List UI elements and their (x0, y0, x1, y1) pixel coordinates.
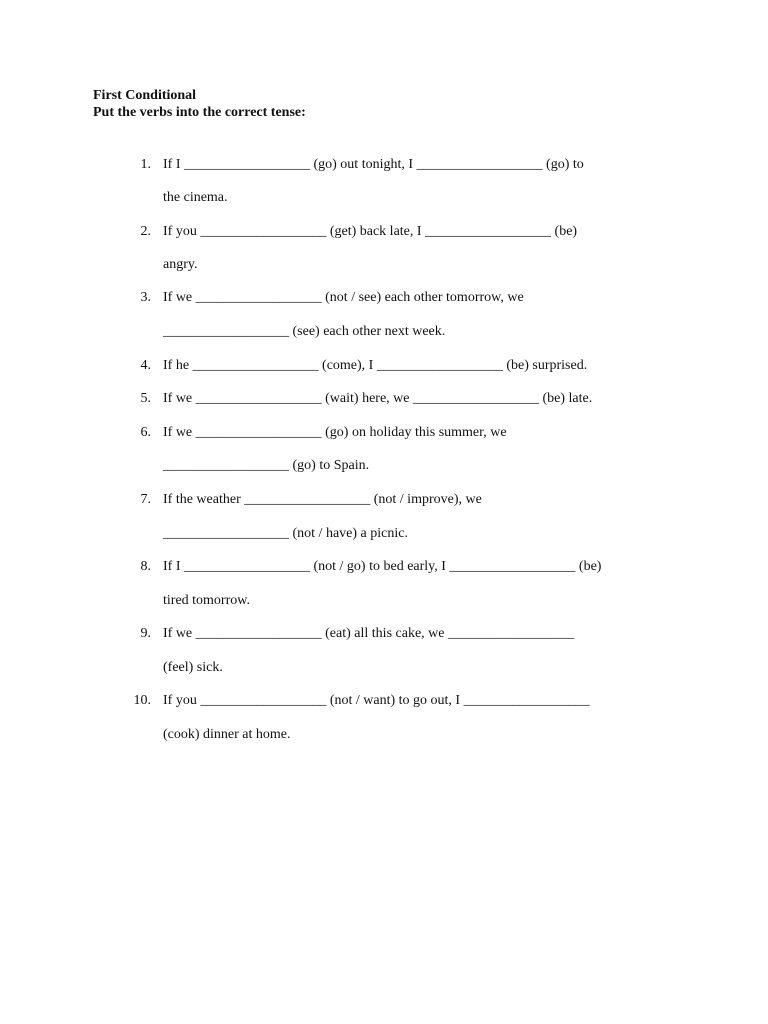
item-line-2: (feel) sick. (163, 660, 223, 675)
item-line-2: tired tomorrow. (163, 593, 250, 608)
item-number: 1. (140, 157, 151, 172)
item-line-1: If I __________________ (go) out tonight, I __________________ (go) to (163, 157, 584, 172)
item-line-1: If I __________________ (not / go) to bed early, I __________________ (be) (163, 559, 602, 574)
worksheet-instruction: Put the verbs into the correct tense: (93, 105, 306, 120)
item-line-1: If you __________________ (get) back late, I __________________ (be) (163, 224, 578, 239)
item-number: 9. (140, 626, 151, 641)
item-line-2: angry. (163, 257, 198, 272)
item-number: 2. (140, 224, 151, 239)
item-number: 7. (140, 492, 151, 507)
item-number: 4. (140, 358, 151, 373)
item-line-2: the cinema. (163, 190, 228, 205)
item-number: 5. (140, 391, 151, 406)
item-number: 10. (133, 693, 151, 708)
worksheet-title: First Conditional (93, 88, 197, 103)
item-line-2: __________________ (go) to Spain. (163, 458, 370, 473)
item-line-1: If we __________________ (eat) all this cake, we __________________ (163, 626, 574, 641)
item-line-2: __________________ (see) each other next week. (163, 324, 446, 339)
item-number: 8. (140, 559, 151, 574)
worksheet-heading (93, 87, 306, 121)
item-line-2: (cook) dinner at home. (163, 727, 291, 742)
item-line-1: If we __________________ (not / see) each other tomorrow, we (163, 290, 524, 305)
item-line-1: If you __________________ (not / want) to go out, I __________________ (163, 693, 590, 708)
item-line-1: If the weather __________________ (not / improve), we (163, 492, 482, 507)
item-number: 6. (140, 425, 151, 440)
item-line-1: If we __________________ (go) on holiday this summer, we (163, 425, 507, 440)
item-line-2: __________________ (not / have) a picnic. (163, 526, 408, 541)
item-line-1: If we __________________ (wait) here, we __________________ (be) late. (163, 391, 593, 406)
item-number: 3. (140, 290, 151, 305)
item-line-1: If he __________________ (come), I __________________ (be) surprised. (163, 358, 588, 373)
